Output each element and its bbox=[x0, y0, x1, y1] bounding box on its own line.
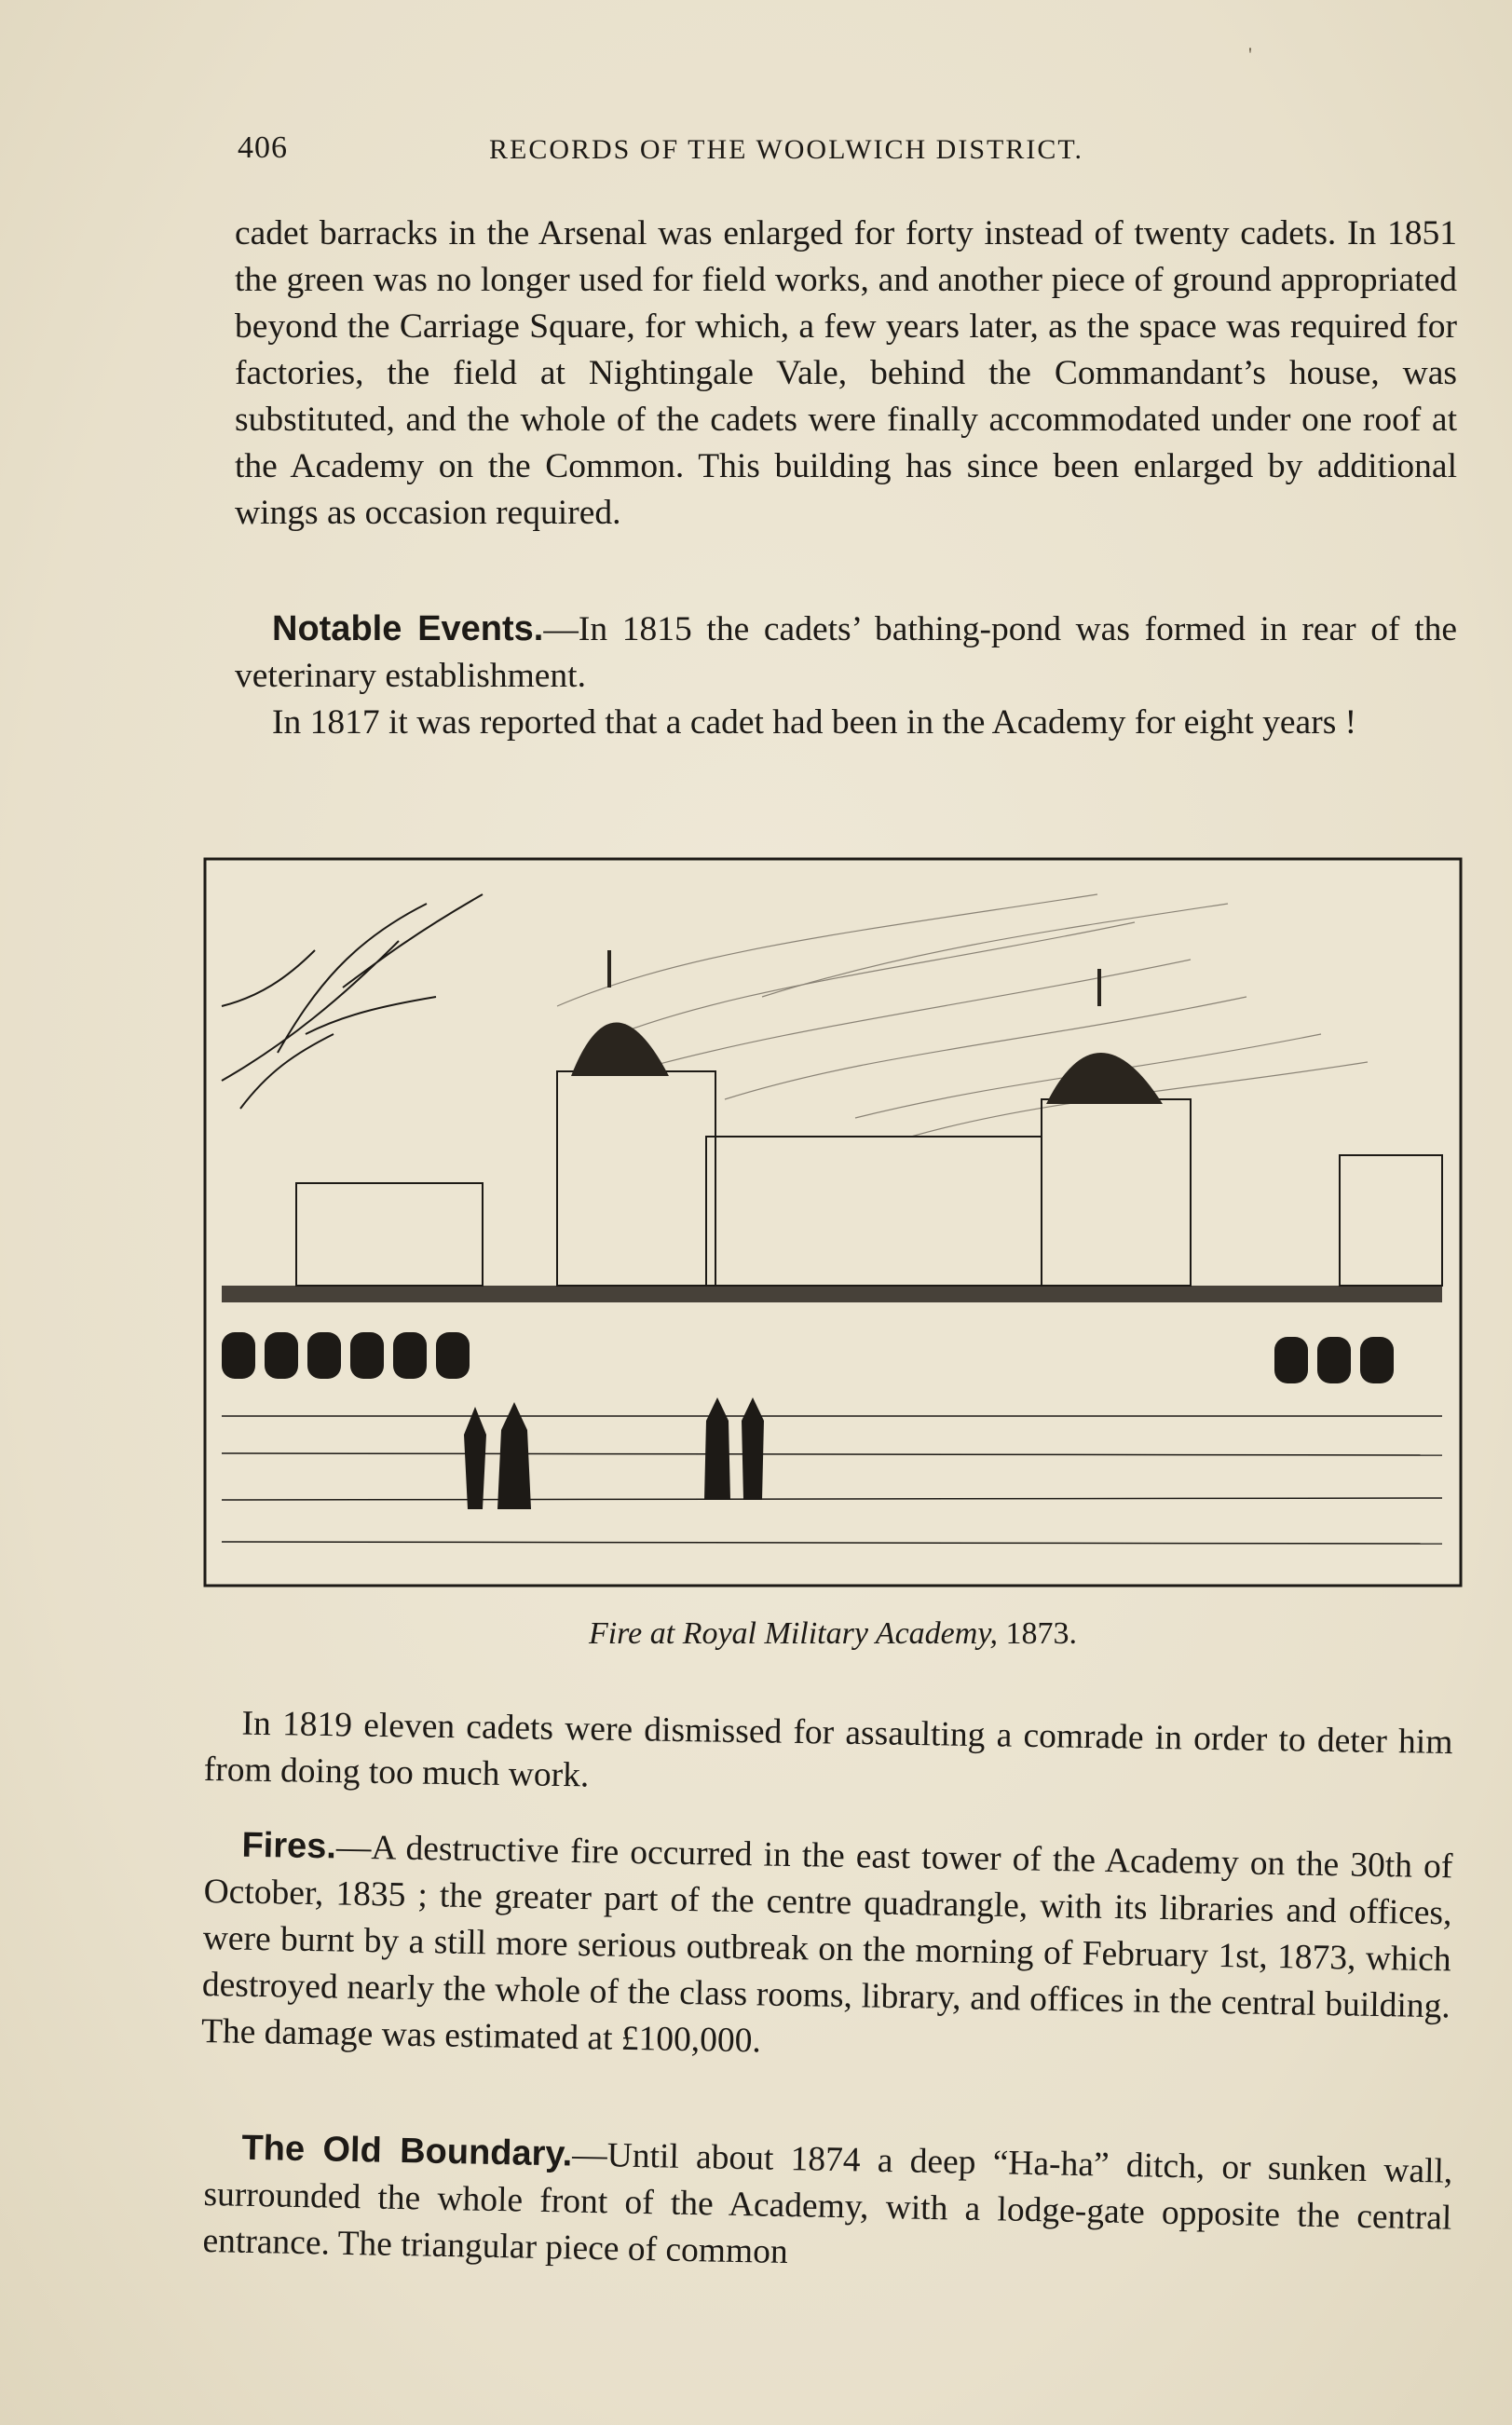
old-boundary-text: —Until about 1874 a deep “Ha-ha” ditch, or sunken wall, surrounded the whole front of the Academy, with a lodge-gate opposite the central entrance. The triangular piece of common bbox=[202, 2135, 1453, 2272]
caption-title: Fire at Royal Military Academy, bbox=[588, 1616, 999, 1651]
heading-fires: Fires. bbox=[241, 1825, 337, 1867]
text-block-old-boundary bbox=[202, 2124, 1453, 2289]
paragraph-1819: In 1819 eleven cadets were dismissed for assaulting a comrade in order to deter him from doing too much work. bbox=[203, 1704, 1453, 1795]
figure-caption bbox=[203, 1616, 1463, 1652]
paragraph-cadet-barracks: cadet barracks in the Arsenal was enlarged for forty instead of twenty cadets. In 1851 the green was no longer used for field works, and another piece of ground appropriated beyond the Carriage Square, for which, a few years later, as the space was required for factories, the field at Nightingale Vale, behind the Commandant’s house, was substituted, and the whole of the cadets were finally accommodated under one roof at the Academy on the Common. This building has since been enlarged by additional wings as occasion required. bbox=[235, 214, 1457, 532]
paragraph-old-boundary bbox=[202, 2124, 1453, 2289]
paragraph-notable-events bbox=[235, 606, 1457, 700]
illustration-fire bbox=[203, 857, 1463, 1651]
page-number: 406 bbox=[238, 130, 288, 165]
paragraph-1817: In 1817 it was reported that a cadet had been in the Academy for eight years ! bbox=[272, 703, 1357, 742]
page-header bbox=[238, 130, 1458, 177]
fires-text: —A destructive fire occurred in the east tower of the Academy on the 30th of October, 1835 ; the greater part of the centre quadrangle, with its libraries and offices, were burnt by a still more serious outbreak on the morning of February 1st, 1873, which destroyed nearly the whole of the class rooms, library, and offices in the central building. The damage was estimated at £100,000. bbox=[200, 1828, 1453, 2061]
text-block-notable bbox=[235, 606, 1457, 746]
heading-notable-events: Notable Events. bbox=[272, 609, 544, 648]
engraving-fire-academy bbox=[203, 857, 1463, 1602]
running-title: RECORDS OF THE WOOLWICH DISTRICT. bbox=[489, 134, 1083, 165]
text-block-fires bbox=[201, 1821, 1453, 2077]
ink-speck: ' bbox=[1248, 43, 1252, 66]
notable-events-text: —In 1815 the cadets’ bathing-pond was formed in rear of the veterinary establishment. bbox=[235, 610, 1458, 695]
text-block-top bbox=[235, 211, 1457, 537]
caption-year: 1873. bbox=[998, 1616, 1078, 1651]
text-block-1819 bbox=[203, 1700, 1452, 1813]
heading-old-boundary: The Old Boundary. bbox=[241, 2128, 573, 2174]
paragraph-fires bbox=[201, 1821, 1453, 2077]
